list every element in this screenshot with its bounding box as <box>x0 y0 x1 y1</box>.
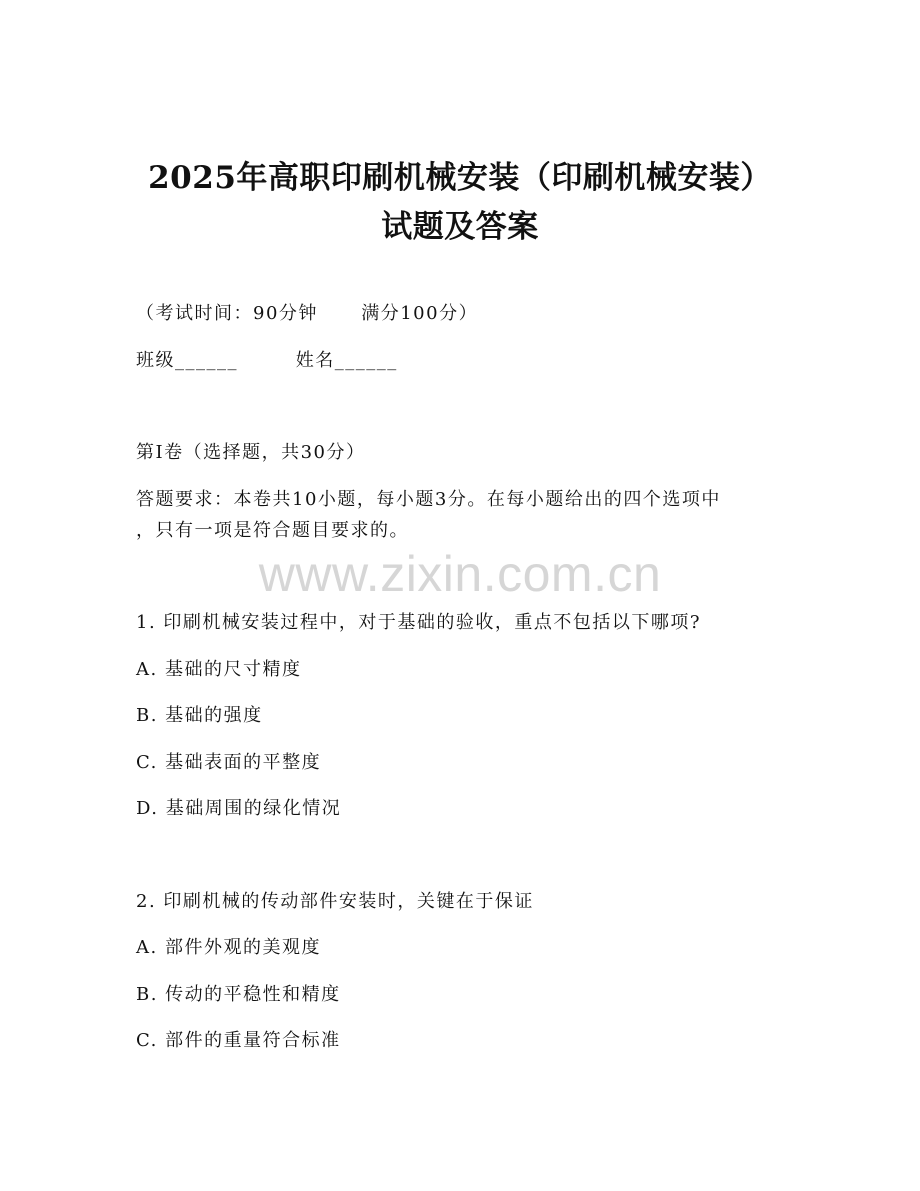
question-2-stem: 2. 印刷机械的传动部件安装时，关键在于保证 <box>136 891 534 912</box>
question-2-option-c: C. 部件的重量符合标准 <box>136 1030 341 1051</box>
document-title-line-1: 2025年高职印刷机械安装（印刷机械安装） <box>148 160 772 196</box>
watermark: www.zixin.com.cn <box>258 546 662 602</box>
question-2-option-a: A. 部件外观的美观度 <box>136 937 321 958</box>
question-2-option-b: B. 传动的平稳性和精度 <box>136 984 341 1005</box>
question-1-option-c: C. 基础表面的平整度 <box>136 752 322 773</box>
document-title-line-2: 试题及答案 <box>381 209 539 245</box>
question-1-option-b: B. 基础的强度 <box>136 705 263 726</box>
answer-requirement-line-1: 答题要求：本卷共10小题，每小题3分。在每小题给出的四个选项中 <box>136 489 721 510</box>
section-heading: 第Ⅰ卷（选择题，共30分） <box>136 442 366 463</box>
exam-info: （考试时间：90分钟 满分100分） <box>136 303 479 324</box>
question-1-option-d: D. 基础周围的绿化情况 <box>136 798 342 819</box>
question-1-option-a: A. 基础的尺寸精度 <box>136 659 302 680</box>
class-name-fields: 班级______ 姓名______ <box>136 350 398 371</box>
answer-requirement-line-2: ，只有一项是符合题目要求的。 <box>136 520 409 541</box>
question-1-stem: 1. 印刷机械安装过程中，对于基础的验收，重点不包括以下哪项? <box>136 612 702 633</box>
